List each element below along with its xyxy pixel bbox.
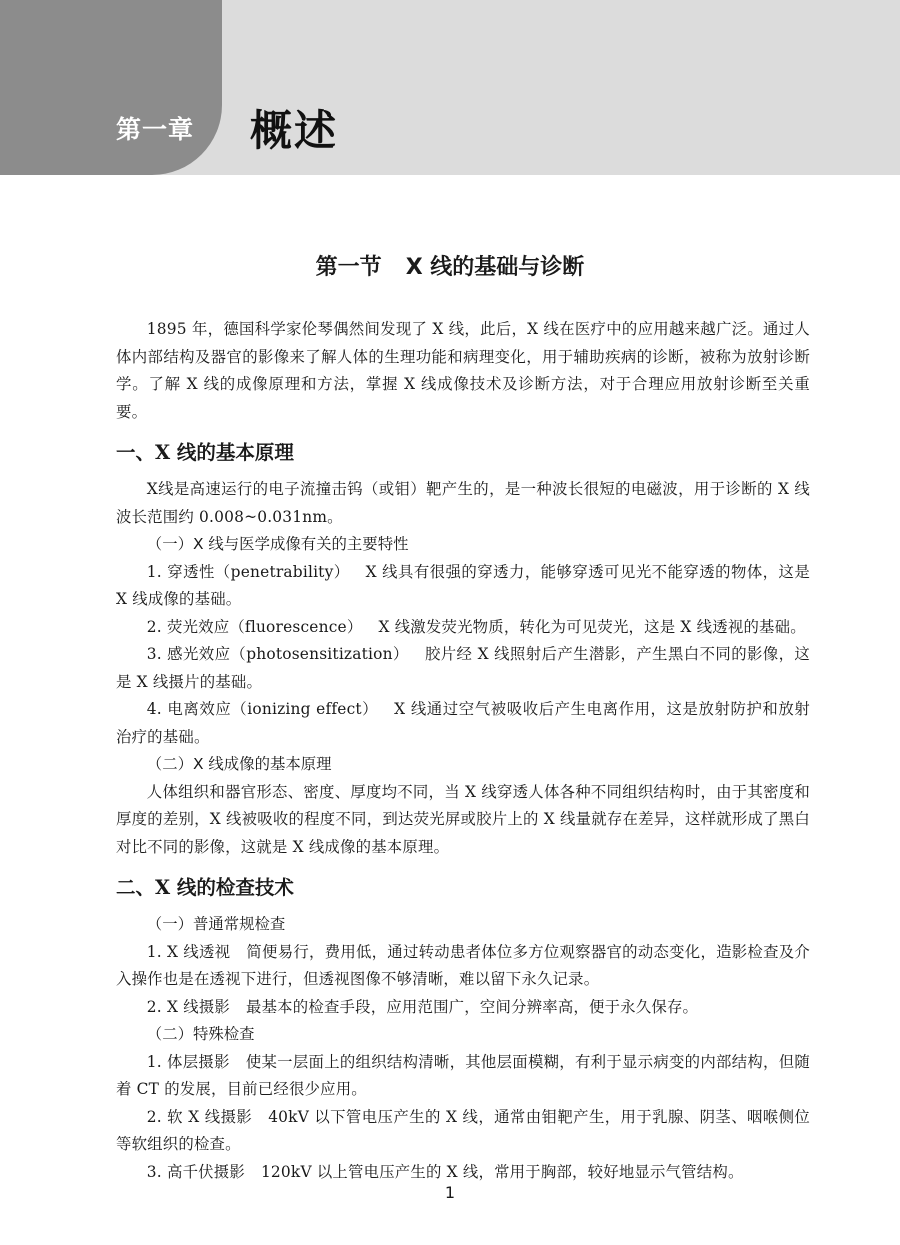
- technique-text: 40kV 以下管电压产生的 X 线，通常由钼靶产生，用于乳腺、阴茎、咽喉侧位等软组织的检查。: [116, 1107, 810, 1153]
- property-item: [116, 614, 810, 642]
- technique-item: [116, 1049, 810, 1104]
- technique-term: 1. X 线透视: [146, 942, 231, 961]
- part1-sub2-heading: （二）X 线成像的基本原理: [146, 755, 332, 773]
- property-text: X 线激发荧光物质，转化为可见荧光，这是 X 线透视的基础。: [378, 617, 806, 636]
- technique-item: [116, 1104, 810, 1159]
- technique-term: 1. 体层摄影: [146, 1052, 230, 1071]
- chapter-title: 概述: [250, 106, 339, 155]
- part1-paragraph: X线是高速运行的电子流撞击钨（或钼）靶产生的，是一种波长很短的电磁波，用于诊断的 X 线波长范围约 0.008~0.031nm。: [116, 480, 810, 526]
- property-term: 4. 电离效应（ionizing effect）: [146, 700, 379, 718]
- property-text: X 线通过空气被吸收后产生电离作用，这是放射防护和放射治疗的基础。: [116, 700, 810, 746]
- property-text: X 线具有很强的穿透力，能够穿透可见光不能穿透的物体，这是 X 线成像的基础。: [116, 562, 810, 608]
- part2-heading: 二、X 线的检查技术: [116, 876, 294, 899]
- technique-text: 120kV 以上管电压产生的 X 线，常用于胸部，较好地显示气管结构。: [260, 1162, 744, 1181]
- property-item: [116, 641, 810, 696]
- intro-paragraph: 1895 年，德国科学家伦琴偶然间发现了 X 线，此后，X 线在医疗中的应用越来越广泛。通过人体内部结构及器官的影像来了解人体的生理功能和病理变化，用于辅助疾病的诊断，被称为放射诊断学。了解 X 线的成像原理和方法，掌握 X 线成像技术及诊断方法，对于合理应用放射诊断至关重要。: [116, 320, 810, 421]
- section-name: X 线的基础与诊断: [405, 255, 585, 280]
- chapter-label: 第一章: [116, 115, 195, 144]
- section-title: [0, 250, 900, 281]
- technique-item: [116, 994, 810, 1022]
- technique-item: [116, 939, 810, 994]
- page-body: [116, 316, 810, 1186]
- part1-sub1-heading: （一）X 线与医学成像有关的主要特性: [146, 535, 409, 553]
- property-term: 1. 穿透性（penetrability）: [146, 562, 350, 581]
- page-number: 1: [444, 1183, 456, 1202]
- part1-heading: 一、X 线的基本原理: [116, 441, 294, 464]
- property-term: 2. 荧光效应（fluorescence）: [146, 617, 363, 636]
- technique-text: 使某一层面上的组织结构清晰，其他层面模糊，有利于显示病变的内部结构，但随着 CT 的发展，目前已经很少应用。: [116, 1052, 810, 1098]
- technique-term: 2. X 线摄影: [146, 997, 230, 1016]
- technique-term: 3. 高千伏摄影: [146, 1162, 245, 1181]
- property-item: [116, 559, 810, 614]
- part1-sub2-paragraph: 人体组织和器官形态、密度、厚度均不同，当 X 线穿透人体各种不同组织结构时，由于其密度和厚度的差别，X 线被吸收的程度不同，到达荧光屏或胶片上的 X 线量就存在差异，这样就形成了黑白对比不同的影像，这就是 X 线成像的基本原理。: [116, 782, 810, 856]
- part2-sub2-heading: （二）特殊检查: [146, 1025, 255, 1043]
- chapter-tab: [0, 0, 222, 175]
- section-number: 第一节: [315, 255, 382, 280]
- technique-text: 最基本的检查手段，应用范围广，空间分辨率高，便于永久保存。: [246, 997, 699, 1016]
- technique-text: 简便易行，费用低，通过转动患者体位多方位观察器官的动态变化，造影检查及介入操作也是在透视下进行，但透视图像不够清晰，难以留下永久记录。: [116, 942, 810, 988]
- technique-term: 2. 软 X 线摄影: [146, 1107, 253, 1126]
- property-term: 3. 感光效应（photosensitization）: [146, 645, 409, 663]
- part2-sub1-heading: （一）普通常规检查: [146, 915, 286, 933]
- property-item: [116, 696, 810, 751]
- technique-item: [116, 1159, 810, 1187]
- property-text: 胶片经 X 线照射后产生潜影，产生黑白不同的影像，这是 X 线摄片的基础。: [116, 645, 810, 691]
